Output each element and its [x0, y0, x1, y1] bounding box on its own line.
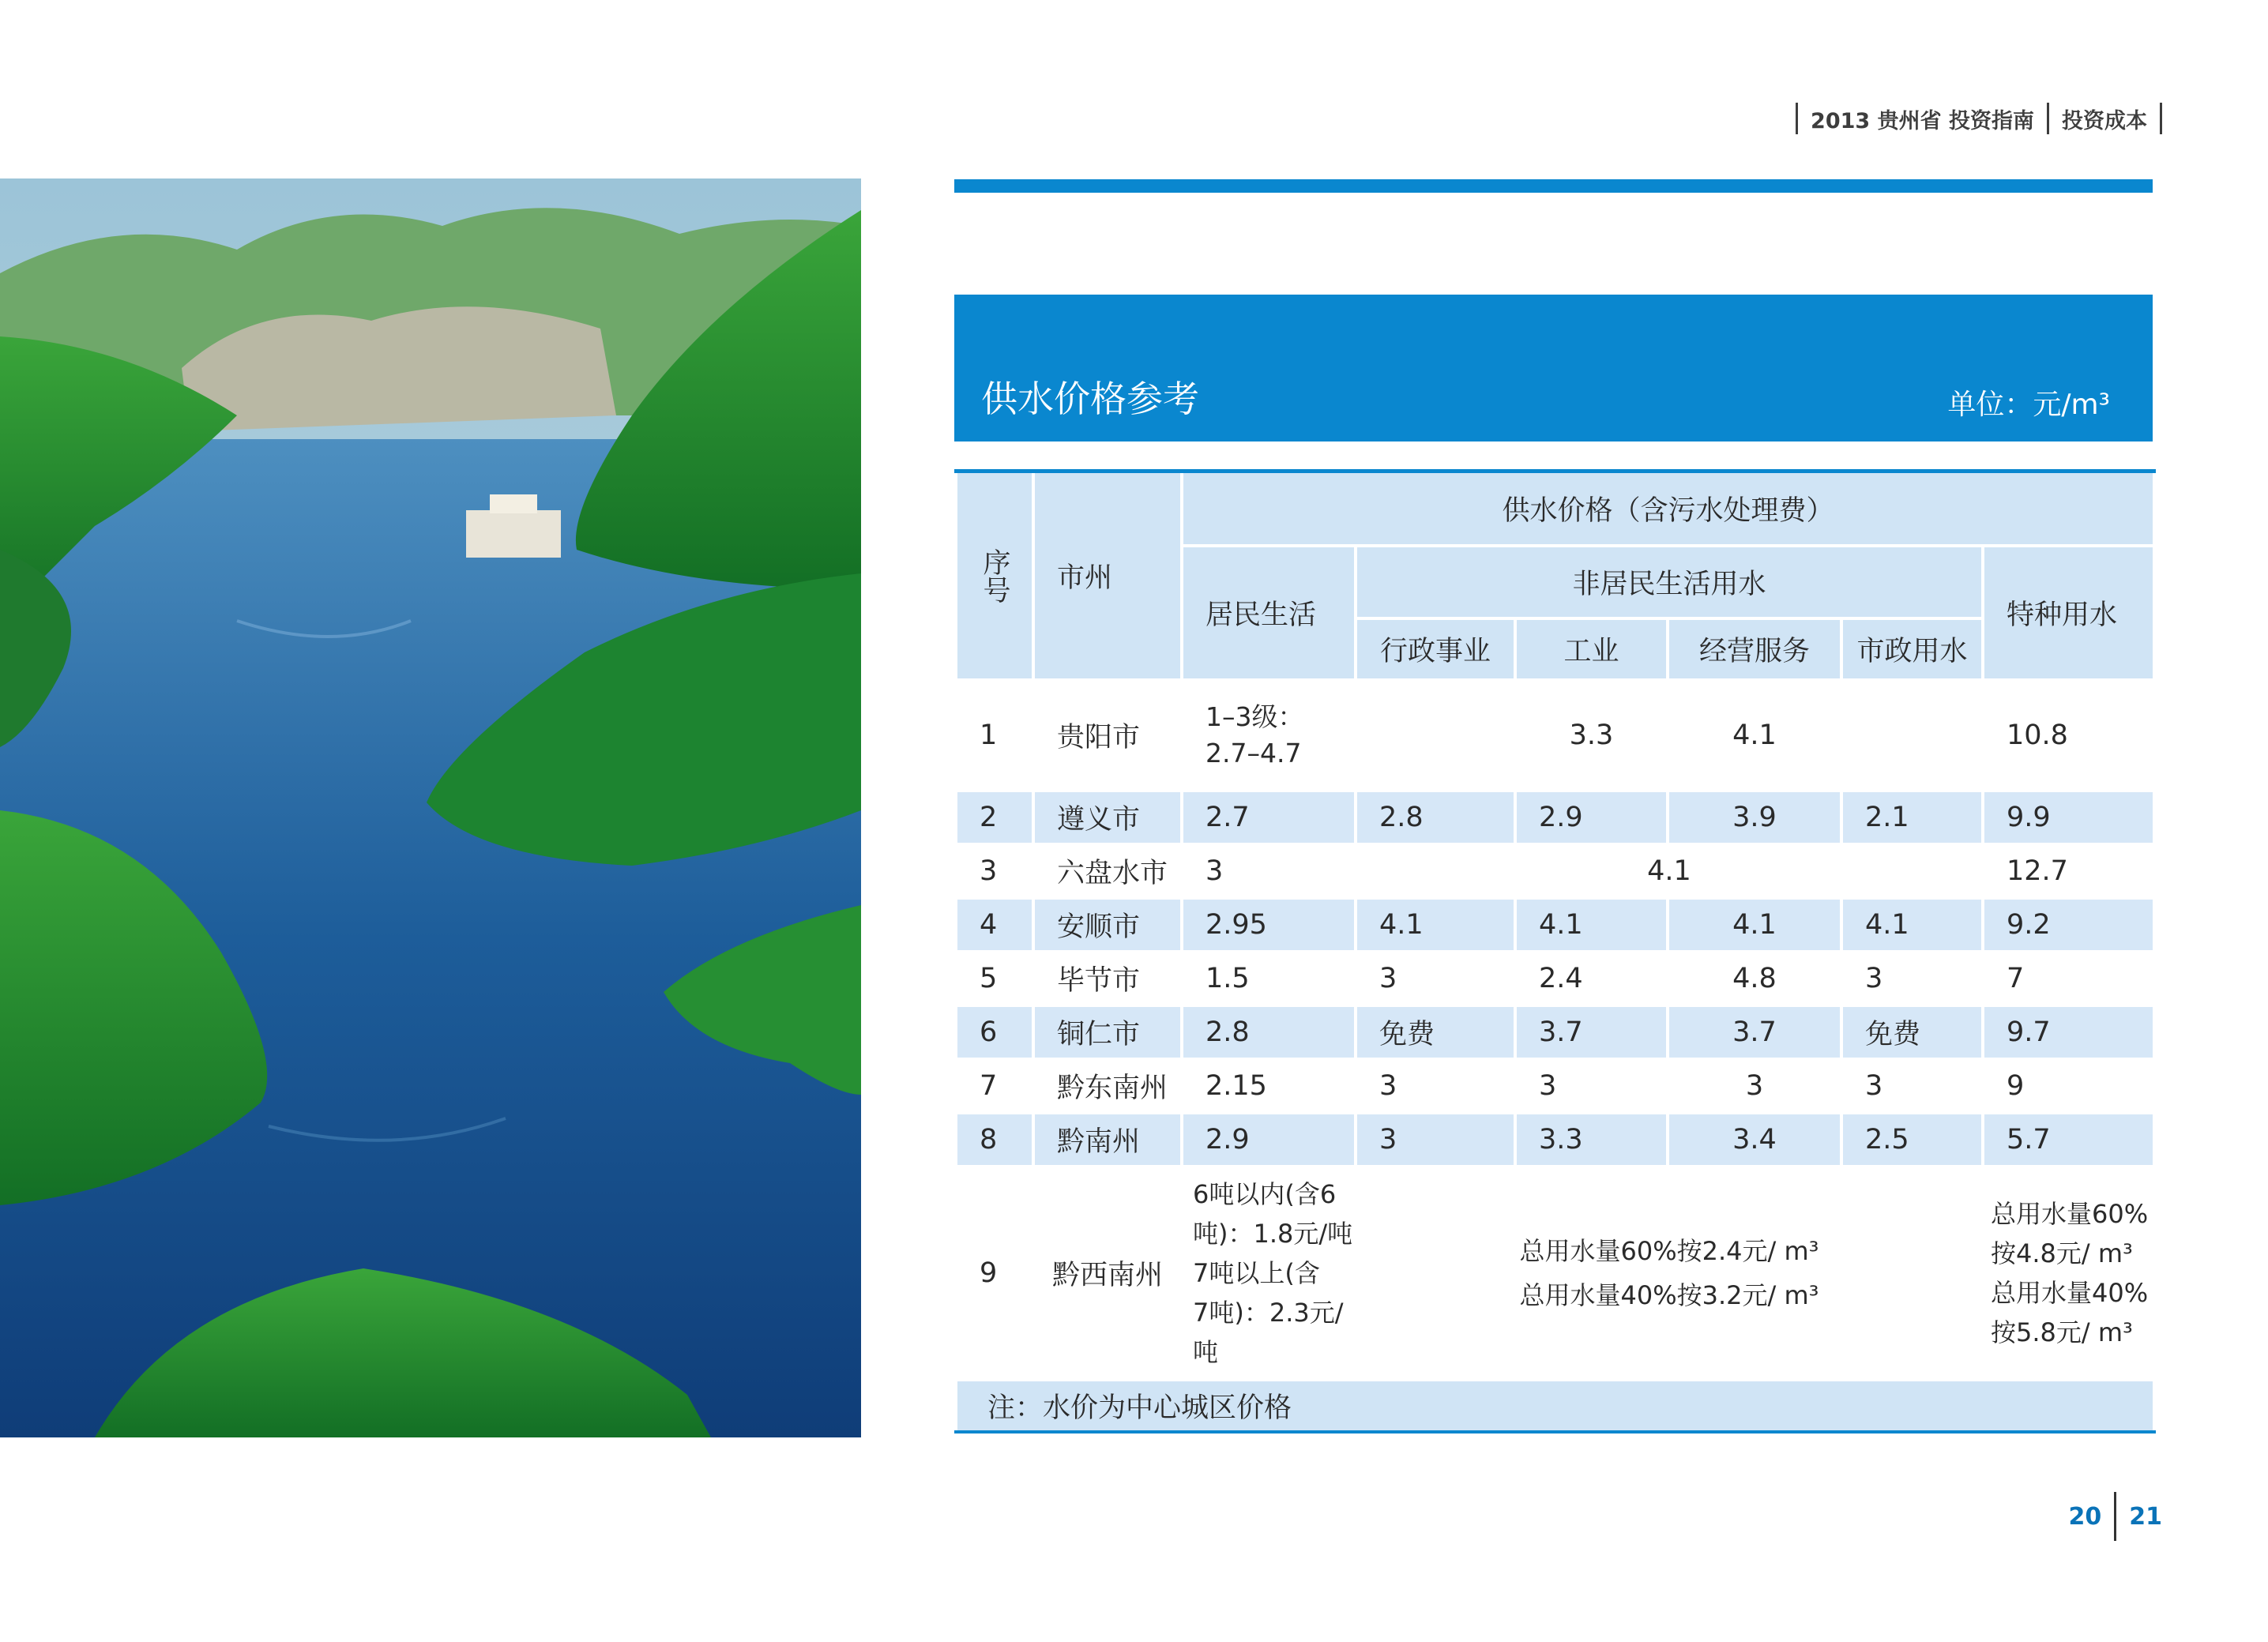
table-row: [956, 791, 2154, 844]
title-banner: [954, 295, 2153, 441]
cell-seq: 4: [956, 898, 1033, 952]
cell-special: 5.7: [1983, 1113, 2154, 1167]
cell-industry: 2.9: [1515, 791, 1668, 844]
header-non-residential: 非居民生活用水: [1356, 546, 1983, 618]
water-price-table: [954, 469, 2153, 1433]
cell-city: 遵义市: [1033, 791, 1182, 844]
header-municipal: 市政用水: [1841, 618, 1983, 680]
header-seq: 序号: [956, 472, 1033, 680]
header-section-title: 投资成本: [2062, 108, 2147, 133]
cell-seq: 5: [956, 952, 1033, 1005]
cell-municipal: 3: [1841, 952, 1983, 1005]
cell-city: 安顺市: [1033, 898, 1182, 952]
header-admin: 行政事业: [1356, 618, 1515, 680]
cell-admin: 3: [1356, 1113, 1515, 1167]
page-number-left: 20: [2068, 1502, 2102, 1531]
cell-city: 黔南州: [1033, 1113, 1182, 1167]
cell-city: 黔东南州: [1033, 1059, 1182, 1113]
table-row: [956, 680, 2154, 791]
header-city: 市州: [1033, 472, 1182, 680]
cell-industry: 3: [1515, 1059, 1668, 1113]
page-numbers: [2069, 1493, 2163, 1540]
cell-special: 9.9: [1983, 791, 2154, 844]
table-note: 注：水价为中心城区价格: [956, 1380, 2154, 1432]
cell-residential: 3: [1182, 844, 1356, 898]
cell-city: 铜仁市: [1033, 1005, 1182, 1059]
cell-municipal: [1841, 680, 1983, 791]
header-residential: 居民生活: [1182, 546, 1356, 680]
header-divider: [2160, 103, 2162, 134]
cell-special: 12.7: [1983, 844, 2154, 898]
cell-residential: 2.95: [1182, 898, 1356, 952]
cell-industry: 3.7: [1515, 1005, 1668, 1059]
cell-business: 4.1: [1668, 680, 1841, 791]
cell-business: 3.9: [1668, 791, 1841, 844]
accent-rule: [954, 179, 2153, 193]
unit-label: 单位：元/m³: [1947, 389, 2110, 421]
cell-business: 4.8: [1668, 952, 1841, 1005]
cell-industry: 2.4: [1515, 952, 1668, 1005]
page-number-right: 21: [2129, 1502, 2162, 1531]
page-title: 供水价格参考: [981, 378, 1199, 420]
cell-municipal: 4.1: [1841, 898, 1983, 952]
cell-seq: 6: [956, 1005, 1033, 1059]
cell-admin: 3: [1356, 952, 1515, 1005]
cell-admin: 2.8: [1356, 791, 1515, 844]
table-row: [956, 1059, 2154, 1113]
cell-seq: 3: [956, 844, 1033, 898]
cell-special: 7: [1983, 952, 2154, 1005]
cell-special: 9: [1983, 1059, 2154, 1113]
header-special: 特种用水: [1983, 546, 2154, 680]
cell-seq: 8: [956, 1113, 1033, 1167]
cell-seq: 9: [956, 1167, 1033, 1380]
cell-admin: 免费: [1356, 1005, 1515, 1059]
cell-business: 3.4: [1668, 1113, 1841, 1167]
cell-industry: 3.3: [1515, 1113, 1668, 1167]
cell-residential: 2.8: [1182, 1005, 1356, 1059]
cell-city: 黔西南州: [1033, 1167, 1182, 1380]
cell-city: 毕节市: [1033, 952, 1182, 1005]
cell-industry: 4.1: [1515, 898, 1668, 952]
table-row: [956, 1167, 2154, 1380]
cell-municipal: 2.5: [1841, 1113, 1983, 1167]
river-landscape-image: [0, 178, 861, 1437]
cell-municipal: 免费: [1841, 1005, 1983, 1059]
table-row: [956, 952, 2154, 1005]
cell-city: 贵阳市: [1033, 680, 1182, 791]
header-industry: 工业: [1515, 618, 1668, 680]
cell-non-residential: 总用水量60%按2.4元/ m³ 总用水量40%按3.2元/ m³: [1356, 1167, 1983, 1380]
landscape-photo: [0, 178, 861, 1437]
cell-special: 总用水量60% 按4.8元/ m³ 总用水量40% 按5.8元/ m³: [1983, 1167, 2154, 1380]
header-divider: [2047, 103, 2049, 134]
header-price-group: 供水价格（含污水处理费）: [1182, 472, 2154, 546]
table-row: [956, 1005, 2154, 1059]
cell-admin: 4.1: [1356, 898, 1515, 952]
cell-seq: 2: [956, 791, 1033, 844]
running-header: [1796, 103, 2162, 134]
cell-business: 3: [1668, 1059, 1841, 1113]
cell-residential: 2.7: [1182, 791, 1356, 844]
cell-business: 4.1: [1668, 898, 1841, 952]
cell-special: 10.8: [1983, 680, 2154, 791]
header-book-title: 2013 贵州省 投资指南: [1811, 108, 2034, 133]
cell-residential: 2.15: [1182, 1059, 1356, 1113]
cell-residential: 1–3级： 2.7–4.7: [1182, 680, 1356, 791]
table-row: [956, 844, 2154, 898]
cell-industry: 3.3: [1515, 680, 1668, 791]
cell-special: 9.2: [1983, 898, 2154, 952]
cell-city: 六盘水市: [1033, 844, 1182, 898]
cell-admin: [1356, 680, 1515, 791]
cell-business: 3.7: [1668, 1005, 1841, 1059]
cell-municipal: 2.1: [1841, 791, 1983, 844]
cell-seq: 7: [956, 1059, 1033, 1113]
cell-non-residential: 4.1: [1356, 844, 1983, 898]
cell-residential: 2.9: [1182, 1113, 1356, 1167]
table-row: [956, 898, 2154, 952]
header-business: 经营服务: [1668, 618, 1841, 680]
header-divider: [1796, 103, 1798, 134]
cell-admin: 3: [1356, 1059, 1515, 1113]
cell-residential: 1.5: [1182, 952, 1356, 1005]
cell-residential: 6吨以内(含6 吨)：1.8元/吨 7吨以上(含 7吨)：2.3元/吨: [1182, 1167, 1356, 1380]
page-number-divider: [2114, 1492, 2116, 1541]
cell-special: 9.7: [1983, 1005, 2154, 1059]
cell-municipal: 3: [1841, 1059, 1983, 1113]
table-row: [956, 1113, 2154, 1167]
cell-seq: 1: [956, 680, 1033, 791]
